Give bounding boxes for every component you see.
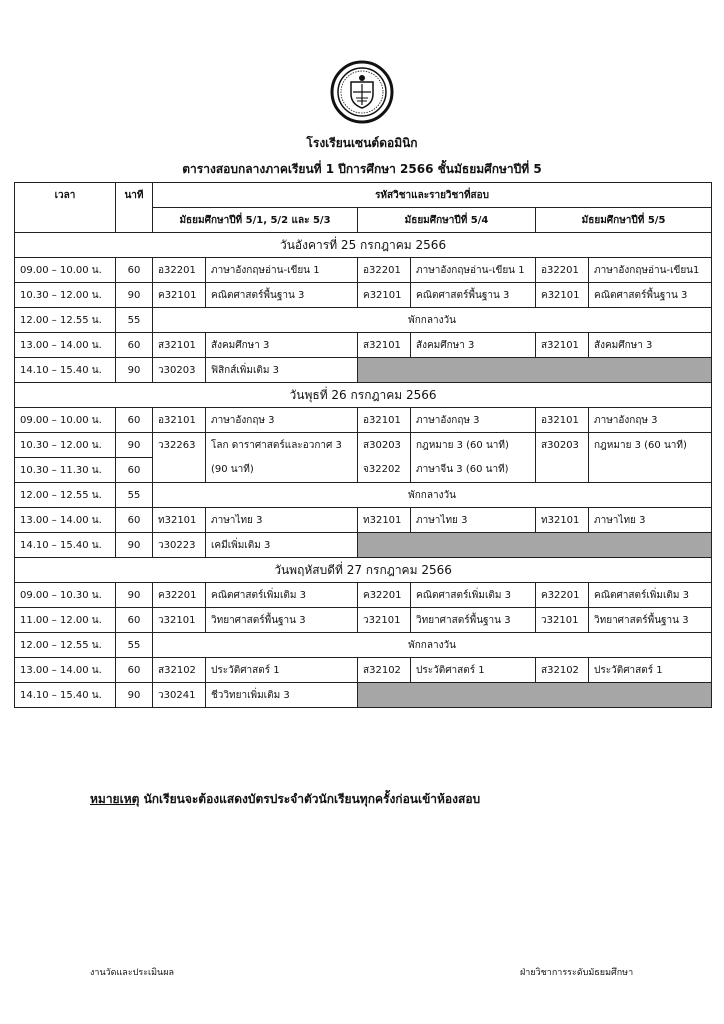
time-cell: 13.00 – 14.00 น. <box>15 508 116 533</box>
table-row <box>15 333 712 358</box>
time-cell: 14.10 – 15.40 น. <box>15 533 116 558</box>
subject-code: อ32101 <box>153 408 206 433</box>
lunch-break-label: พักกลางวัน <box>153 483 712 508</box>
subject-code: ว32101 <box>153 608 206 633</box>
time-cell: 13.00 – 14.00 น. <box>15 658 116 683</box>
empty-slot <box>358 533 712 558</box>
minutes-cell: 90 <box>116 433 153 458</box>
subject-code: ค32201 <box>358 583 411 608</box>
subject-name: คณิตศาสตร์เพิ่มเติม 3 <box>589 583 712 608</box>
lunch-row <box>15 633 712 658</box>
subject-code: อ32101 <box>536 408 589 433</box>
subject-code: ว30223 <box>153 533 206 558</box>
subject-name: ภาษาอังกฤษอ่าน-เขียน 1 <box>411 258 536 283</box>
day-header: วันพฤหัสบดีที่ 27 กรกฎาคม 2566 <box>15 558 712 583</box>
minutes-cell: 90 <box>116 533 153 558</box>
school-seal-icon <box>330 60 394 124</box>
time-cell: 12.00 – 12.55 น. <box>15 308 116 333</box>
table-row <box>15 408 712 433</box>
subject-code: ส32102 <box>153 658 206 683</box>
subject-name: ประวัติศาสตร์ 1 <box>589 658 712 683</box>
lunch-break-label: พักกลางวัน <box>153 308 712 333</box>
subject-name: คณิตศาสตร์เพิ่มเติม 3 <box>411 583 536 608</box>
time-cell: 14.10 – 15.40 น. <box>15 358 116 383</box>
time-cell: 09.00 – 10.00 น. <box>15 258 116 283</box>
subject-code: จ32202 <box>358 458 411 483</box>
subject-name: วิทยาศาสตร์พื้นฐาน 3 <box>206 608 358 633</box>
subject-name: คณิตศาสตร์พื้นฐาน 3 <box>206 283 358 308</box>
lunch-break-label: พักกลางวัน <box>153 633 712 658</box>
table-row <box>15 658 712 683</box>
subject-code: ว32101 <box>536 608 589 633</box>
day-header: วันพุธที่ 26 กรกฎาคม 2566 <box>15 383 712 408</box>
subject-name: คณิตศาสตร์พื้นฐาน 3 <box>411 283 536 308</box>
minutes-cell: 55 <box>116 483 153 508</box>
time-cell: 09.00 – 10.00 น. <box>15 408 116 433</box>
subject-code: ค32101 <box>153 283 206 308</box>
time-cell: 10.30 – 11.30 น. <box>15 458 116 483</box>
subject-name: ภาษาไทย 3 <box>411 508 536 533</box>
time-cell: 13.00 – 14.00 น. <box>15 333 116 358</box>
minutes-cell: 60 <box>116 458 153 483</box>
subject-name: ภาษาอังกฤษ 3 <box>589 408 712 433</box>
subject-name: ภาษาจีน 3 (60 นาที) <box>411 458 536 483</box>
empty-slot <box>358 683 712 708</box>
subject-code: ส32102 <box>536 658 589 683</box>
subject-name: กฎหมาย 3 (60 นาที) <box>589 433 712 483</box>
subject-name: กฎหมาย 3 (60 นาที) <box>411 433 536 458</box>
subject-code: ส30203 <box>536 433 589 483</box>
table-row <box>15 683 712 708</box>
col-header-subjects: รหัสวิชาและรายวิชาที่สอบ <box>153 183 712 208</box>
table-row <box>15 258 712 283</box>
col-header-group-3: มัธยมศึกษาปีที่ 5/5 <box>536 208 712 233</box>
day-header: วันอังคารที่ 25 กรกฎาคม 2566 <box>15 233 712 258</box>
col-header-minutes: นาที <box>116 183 153 233</box>
subject-code: ว30241 <box>153 683 206 708</box>
subject-name <box>206 433 358 483</box>
time-cell: 10.30 – 12.00 น. <box>15 433 116 458</box>
time-cell: 10.30 – 12.00 น. <box>15 283 116 308</box>
subject-name: ภาษาอังกฤษ 3 <box>411 408 536 433</box>
minutes-cell: 60 <box>116 408 153 433</box>
minutes-cell: 60 <box>116 658 153 683</box>
subject-name: ประวัติศาสตร์ 1 <box>206 658 358 683</box>
lunch-row <box>15 483 712 508</box>
col-header-group-2: มัธยมศึกษาปีที่ 5/4 <box>358 208 536 233</box>
subject-code: ส32102 <box>358 658 411 683</box>
subject-name: ประวัติศาสตร์ 1 <box>411 658 536 683</box>
subject-name: สังคมศึกษา 3 <box>589 333 712 358</box>
subject-code: ค32101 <box>536 283 589 308</box>
subject-name: สังคมศึกษา 3 <box>411 333 536 358</box>
subject-code: ค32101 <box>358 283 411 308</box>
school-name: โรงเรียนเซนต์ดอมินิก <box>306 136 418 150</box>
footer-left: งานวัดและประเมินผล <box>90 968 174 978</box>
footer-right: ฝ่ายวิชาการระดับมัธยมศึกษา <box>520 968 634 978</box>
table-row <box>15 433 712 458</box>
subject-name: คณิตศาสตร์พื้นฐาน 3 <box>589 283 712 308</box>
time-cell: 09.00 – 10.30 น. <box>15 583 116 608</box>
subject-code: ค32201 <box>536 583 589 608</box>
minutes-cell: 60 <box>116 333 153 358</box>
subject-name: ภาษาไทย 3 <box>206 508 358 533</box>
subject-name: ภาษาอังกฤษอ่าน-เขียน1 <box>589 258 712 283</box>
subject-name: ภาษาไทย 3 <box>589 508 712 533</box>
subject-code: ท32101 <box>536 508 589 533</box>
page-title: ตารางสอบกลางภาคเรียนที่ 1 ปีการศึกษา 2566 ชั้นมัธยมศึกษาปีที่ 5 <box>182 162 542 176</box>
table-row <box>15 533 712 558</box>
subject-name: ภาษาอังกฤษอ่าน-เขียน 1 <box>206 258 358 283</box>
subject-name: ชีววิทยาเพิ่มเติม 3 <box>206 683 358 708</box>
minutes-cell: 55 <box>116 308 153 333</box>
subject-code: อ32201 <box>153 258 206 283</box>
table-row <box>15 508 712 533</box>
minutes-cell: 90 <box>116 683 153 708</box>
subject-code: อ32201 <box>358 258 411 283</box>
subject-name-line: โลก ดาราศาสตร์และอวกาศ 3 <box>211 440 342 451</box>
exam-schedule-table <box>14 182 712 708</box>
subject-code: ว32101 <box>358 608 411 633</box>
minutes-cell: 60 <box>116 608 153 633</box>
subject-name: สังคมศึกษา 3 <box>206 333 358 358</box>
subject-code: ท32101 <box>358 508 411 533</box>
time-cell: 12.00 – 12.55 น. <box>15 633 116 658</box>
minutes-cell: 60 <box>116 508 153 533</box>
table-row <box>15 283 712 308</box>
minutes-cell: 55 <box>116 633 153 658</box>
subject-code: ส32101 <box>536 333 589 358</box>
subject-code: ค32201 <box>153 583 206 608</box>
subject-code: ว32263 <box>153 433 206 483</box>
remark-text: นักเรียนจะต้องแสดงบัตรประจำตัวนักเรียนทุกครั้งก่อนเข้าห้องสอบ <box>139 792 481 806</box>
time-cell: 12.00 – 12.55 น. <box>15 483 116 508</box>
subject-name: เคมีเพิ่มเติม 3 <box>206 533 358 558</box>
minutes-cell: 60 <box>116 258 153 283</box>
subject-code: ส30203 <box>358 433 411 458</box>
empty-slot <box>358 358 712 383</box>
time-cell: 11.00 – 12.00 น. <box>15 608 116 633</box>
table-row <box>15 608 712 633</box>
subject-name: วิทยาศาสตร์พื้นฐาน 3 <box>589 608 712 633</box>
col-header-group-1: มัธยมศึกษาปีที่ 5/1, 5/2 และ 5/3 <box>153 208 358 233</box>
remark <box>90 790 480 809</box>
subject-name: วิทยาศาสตร์พื้นฐาน 3 <box>411 608 536 633</box>
minutes-cell: 90 <box>116 583 153 608</box>
minutes-cell: 90 <box>116 283 153 308</box>
subject-name: ฟิสิกส์เพิ่มเติม 3 <box>206 358 358 383</box>
minutes-cell: 90 <box>116 358 153 383</box>
subject-code: ส32101 <box>153 333 206 358</box>
col-header-time: เวลา <box>15 183 116 233</box>
subject-duration-note: (90 นาที) <box>211 464 254 475</box>
table-row <box>15 358 712 383</box>
time-cell: 14.10 – 15.40 น. <box>15 683 116 708</box>
subject-code: ท32101 <box>153 508 206 533</box>
subject-code: อ32101 <box>358 408 411 433</box>
remark-label: หมายเหตุ <box>90 792 140 806</box>
subject-name: คณิตศาสตร์เพิ่มเติม 3 <box>206 583 358 608</box>
subject-code: ส32101 <box>358 333 411 358</box>
lunch-row <box>15 308 712 333</box>
table-row <box>15 583 712 608</box>
subject-code: อ32201 <box>536 258 589 283</box>
subject-code: ว30203 <box>153 358 206 383</box>
subject-name: ภาษาอังกฤษ 3 <box>206 408 358 433</box>
